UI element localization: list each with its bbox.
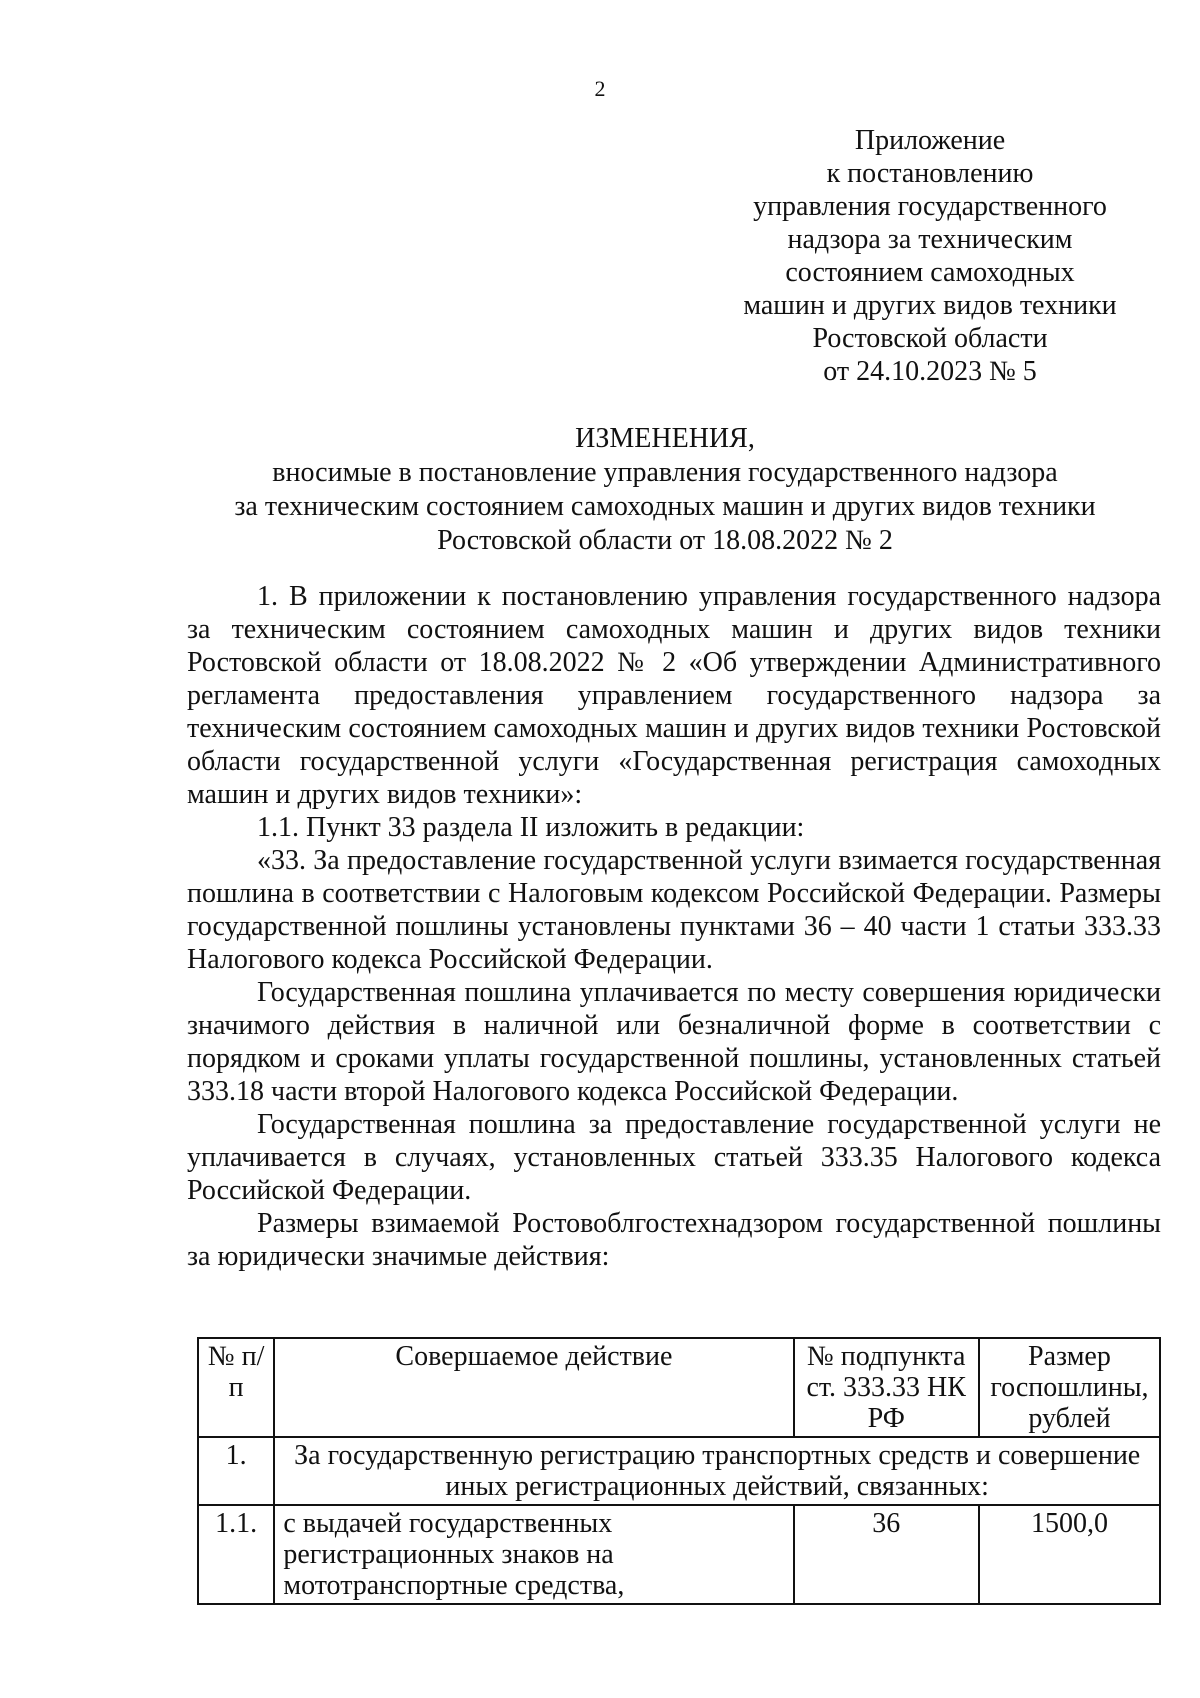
paragraph-1: 1. В приложении к постановлению управления государственного надзора за техническим состоянием самоходных машин и других видов техники Ростовской области от 18.08.2022 № 2 «Об утверждении Административного регламента предоставления управлением государственного надзора за техническим состоянием самоходных машин и других видов техники Ростовской области государственной услуги «Государственная регистрация самоходных машин и других видов техники»: <box>187 581 1161 810</box>
appendix-line: состоянием самоходных <box>785 257 1075 288</box>
appendix-line: управления государственного <box>753 191 1107 222</box>
paragraph-3: «33. За предоставление государственной услуги взимается государственная пошлина в соответствии с Налоговым кодексом Российской Федерации. Размеры государственной пошлины установлены пунктами 36 – 40 части 1 статьи 333.33 Налогового кодекса Российской Федерации. <box>187 845 1161 975</box>
title-line: Ростовской области от 18.08.2022 № 2 <box>437 525 893 556</box>
appendix-header <box>680 124 1180 388</box>
group-text: За государственную регистрацию транспортных средств и совершение иных регистрационных действий, связанных: <box>274 1437 1160 1505</box>
appendix-line: надзора за техническим <box>787 224 1073 255</box>
header-action: Совершаемое действие <box>274 1338 793 1437</box>
table-header-row <box>198 1338 1160 1437</box>
row-subclause: 36 <box>794 1505 979 1604</box>
paragraph-5: Государственная пошлина за предоставление государственной услуги не уплачивается в случаях, установленных статьей 333.35 Налогового кодекса Российской Федерации. <box>187 1109 1161 1206</box>
appendix-line: к постановлению <box>826 158 1034 189</box>
title-line: за техническим состоянием самоходных машин и других видов техники <box>234 491 1096 522</box>
table-row <box>198 1505 1160 1604</box>
appendix-line: машин и других видов техники <box>743 290 1117 321</box>
paragraph-6: Размеры взимаемой Ростовоблгостехнадзором государственной пошлины за юридически значимые действия: <box>187 1208 1161 1272</box>
paragraph-4: Государственная пошлина уплачивается по месту совершения юридически значимого действия в наличной или безналичной форме в соответствии с порядком и сроками уплаты государственной пошлины, установленных статьей 333.18 части второй Налогового кодекса Российской Федерации. <box>187 977 1161 1107</box>
header-num: № п/п <box>198 1338 274 1437</box>
table-group-row <box>198 1437 1160 1505</box>
appendix-line: от 24.10.2023 № 5 <box>823 356 1037 387</box>
title-heading: ИЗМЕНЕНИЯ, <box>575 423 755 454</box>
document-body <box>187 580 1161 1273</box>
header-subclause: № подпункта ст. 333.33 НК РФ <box>794 1338 979 1437</box>
title-line: вносимые в постановление управления государственного надзора <box>272 457 1058 488</box>
appendix-line: Ростовской области <box>812 323 1048 354</box>
paragraph-2: 1.1. Пункт 33 раздела II изложить в редакции: <box>257 812 805 843</box>
row-num: 1.1. <box>198 1505 274 1604</box>
row-action: с выдачей государственных регистрационных знаков на мототранспортные средства, <box>274 1505 793 1604</box>
row-fee: 1500,0 <box>979 1505 1160 1604</box>
group-num: 1. <box>198 1437 274 1505</box>
document-title <box>170 422 1160 558</box>
page-number: 2 <box>594 76 606 101</box>
header-fee: Размер госпошлины, рублей <box>979 1338 1160 1437</box>
appendix-line: Приложение <box>854 125 1006 156</box>
fee-table <box>197 1337 1161 1605</box>
